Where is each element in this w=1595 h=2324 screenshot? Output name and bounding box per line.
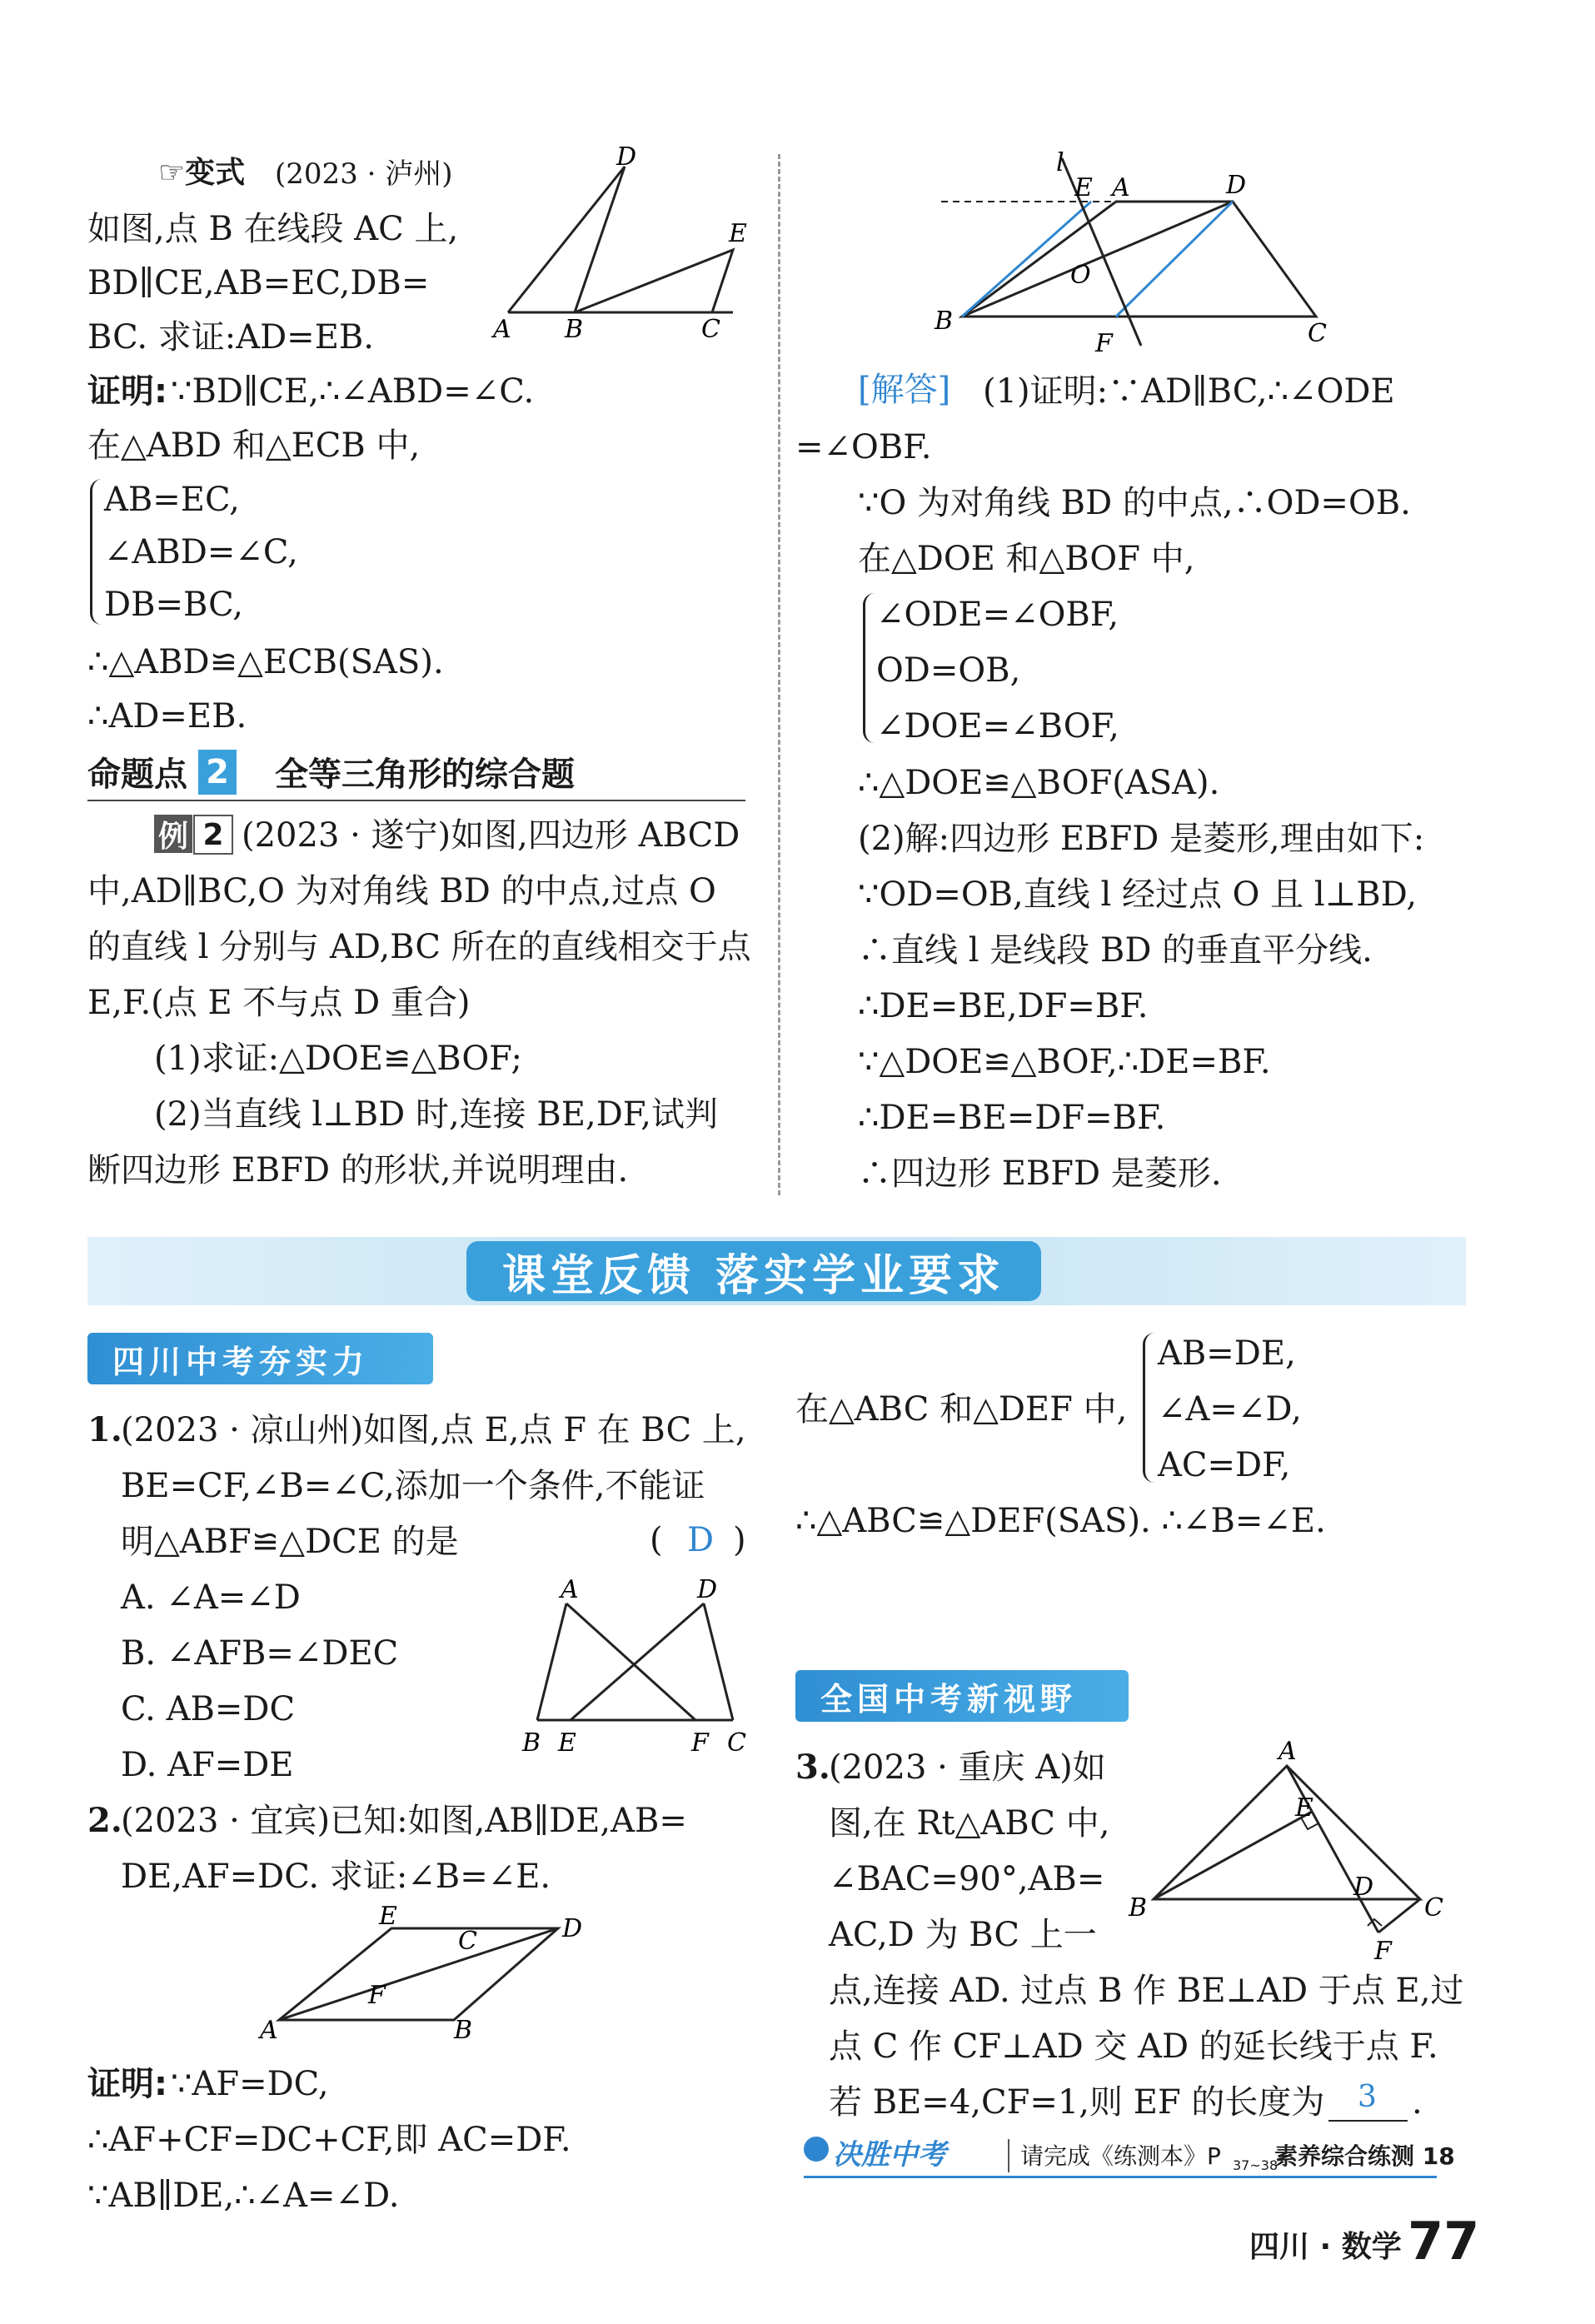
variant-line-1: 如图,点 B 在线段 AC 上, bbox=[87, 210, 459, 248]
fig2-label-E: E bbox=[1074, 173, 1093, 202]
proof-label: 证明: bbox=[87, 372, 167, 411]
answer-line-11: ∴DE=BE=DF=BF. bbox=[858, 1099, 1166, 1137]
answer-system-brace bbox=[863, 593, 875, 743]
footer-region: 四川 · 数学 bbox=[1249, 2230, 1402, 2264]
fig2-label-l: l bbox=[1056, 148, 1064, 177]
q3-period: . bbox=[1412, 2083, 1423, 2122]
q2-fig-A: A bbox=[260, 2016, 278, 2045]
fig2-label-F: F bbox=[1095, 329, 1113, 358]
example-line-4: E,F.(点 E 不与点 D 重合) bbox=[87, 984, 471, 1022]
example-tag: 例 bbox=[154, 815, 192, 853]
variant-source: (2023 · 泸州) bbox=[275, 157, 453, 191]
example-line-2: 中,AD∥BC,O 为对角线 BD 的中点,过点 O bbox=[87, 872, 716, 910]
q2-fig-F: F bbox=[368, 1981, 386, 2010]
column-divider bbox=[778, 154, 780, 1195]
answer-line-6: (2)解:四边形 EBFD 是菱形,理由如下: bbox=[858, 820, 1425, 858]
fig2-label-O: O bbox=[1070, 261, 1091, 290]
q3-line-2: 图,在 Rt△ABC 中, bbox=[829, 1804, 1110, 1843]
fig2-label-C: C bbox=[1308, 319, 1327, 348]
q1-fig-A: A bbox=[561, 1575, 579, 1604]
footer-brand: 决胜中考 bbox=[833, 2138, 946, 2172]
system-brace bbox=[90, 479, 102, 625]
q1-fig-D: D bbox=[697, 1575, 718, 1604]
fig2-label-A: A bbox=[1112, 173, 1130, 202]
footer-task: 请完成《练测本》P bbox=[1020, 2142, 1221, 2170]
variant-line-3: BC. 求证:AD=EB. bbox=[87, 318, 375, 357]
example-part-2: (2)当直线 l⊥BD 时,连接 BE,DF,试判 bbox=[154, 1095, 719, 1134]
q3-line-4: AC,D 为 BC 上一 bbox=[829, 1916, 1097, 1954]
answer-line-12: ∴四边形 EBFD 是菱形. bbox=[858, 1155, 1222, 1193]
q1-fig-C: C bbox=[727, 1728, 746, 1758]
example-line-1: (2023 · 遂宁)如图,四边形 ABCD bbox=[242, 816, 740, 855]
fig-label-E: E bbox=[729, 219, 747, 248]
q2-fig-D: D bbox=[562, 1914, 583, 1943]
q2-fig-B: B bbox=[454, 2016, 473, 2045]
answer-line-7: ∵OD=OB,直线 l 经过点 O 且 l⊥BD, bbox=[858, 875, 1418, 914]
runner-icon bbox=[804, 2137, 829, 2162]
q1-fig-F: F bbox=[691, 1728, 709, 1758]
q2-proof-label: 证明: bbox=[87, 2065, 167, 2103]
topic-title: 全等三角形的综合题 bbox=[275, 756, 575, 794]
answer-system-3: ∠DOE=∠BOF, bbox=[876, 707, 1119, 746]
system-line-2: ∠ABD=∠C, bbox=[104, 533, 298, 571]
q2-cont-brace bbox=[1143, 1333, 1155, 1483]
variant-figure bbox=[491, 142, 758, 344]
q2-cont-prefix: 在△ABC 和△DEF 中, bbox=[795, 1390, 1128, 1429]
q3-fig-F: F bbox=[1374, 1937, 1392, 1966]
q1-option-c: C. AB=DC bbox=[121, 1690, 296, 1728]
fig2-label-B: B bbox=[935, 307, 954, 336]
answer-line-8: ∴直线 l 是线段 BD 的垂直平分线. bbox=[858, 931, 1373, 970]
section-tag-sichuan: 四川中考夯实力 bbox=[87, 1333, 433, 1384]
system-line-1: AB=EC, bbox=[104, 481, 240, 519]
answer-line-1: (1)证明:∵AD∥BC,∴∠ODE bbox=[983, 372, 1395, 411]
proof-line-4: ∴AD=EB. bbox=[87, 697, 247, 736]
fig-label-D: D bbox=[616, 142, 637, 172]
proof-line-2: 在△ABD 和△ECB 中, bbox=[87, 426, 421, 465]
q2-cont-system-1: AB=DE, bbox=[1158, 1334, 1296, 1373]
q1-paren-close: ) bbox=[733, 1521, 746, 1559]
variant-line-2: BD∥CE,AB=EC,DB= bbox=[87, 264, 430, 302]
q2-line-1: (2023 · 宜宾)已知:如图,AB∥DE,AB= bbox=[121, 1802, 687, 1840]
q3-line-3: ∠BAC=90°,AB= bbox=[829, 1860, 1105, 1898]
fig-label-C: C bbox=[701, 315, 720, 344]
topic-label: 命题点 bbox=[87, 756, 187, 794]
q2-proof-3: ∵AB∥DE,∴∠A=∠D. bbox=[87, 2177, 400, 2215]
q3-number: 3. bbox=[795, 1748, 830, 1787]
q1-figure bbox=[512, 1574, 762, 1766]
q2-proof-2: ∴AF+CF=DC+CF,即 AC=DF. bbox=[87, 2121, 571, 2159]
q2-fig-C: C bbox=[458, 1927, 477, 1956]
answer-system-2: OD=OB, bbox=[876, 651, 1021, 690]
variant-title: ☞变式 bbox=[158, 156, 246, 190]
q3-line-1: (2023 · 重庆 A)如 bbox=[829, 1748, 1106, 1787]
q3-line-7: 若 BE=4,CF=1,则 EF 的长度为 bbox=[829, 2083, 1325, 2122]
answer-system-1: ∠ODE=∠OBF, bbox=[876, 596, 1119, 634]
q1-fig-E: E bbox=[558, 1728, 576, 1758]
q2-line-2: DE,AF=DC. 求证:∠B=∠E. bbox=[121, 1858, 551, 1896]
q2-cont-system-2: ∠A=∠D, bbox=[1158, 1390, 1302, 1429]
q1-option-b: B. ∠AFB=∠DEC bbox=[121, 1634, 399, 1673]
fig2-label-D: D bbox=[1226, 171, 1247, 200]
answer-line-9: ∴DE=BE,DF=BF. bbox=[858, 987, 1149, 1025]
example-number: 2 bbox=[193, 815, 233, 855]
banner-title: 课堂反馈 落实学业要求 bbox=[466, 1241, 1041, 1301]
q3-line-5: 点,连接 AD. 过点 B 作 BE⊥AD 于点 E,过 bbox=[829, 1972, 1464, 2010]
q1-fig-B: B bbox=[522, 1728, 541, 1758]
example-figure bbox=[925, 142, 1341, 358]
section-tag-national: 全国中考新视野 bbox=[795, 1670, 1129, 1722]
q1-paren-open: ( bbox=[650, 1521, 663, 1559]
q3-fig-C: C bbox=[1424, 1893, 1443, 1923]
system-line-3: DB=BC, bbox=[104, 586, 244, 624]
answer-line-3: ∵O 为对角线 BD 的中点,∴OD=OB. bbox=[858, 484, 1411, 522]
q3-figure bbox=[1124, 1737, 1443, 1966]
q3-fig-E: E bbox=[1295, 1793, 1313, 1823]
q3-answer-blank bbox=[1328, 2120, 1408, 2122]
q2-cont-system-3: AC=DF, bbox=[1158, 1446, 1291, 1484]
q1-number: 1. bbox=[87, 1410, 122, 1449]
q3-line-6: 点 C 作 CF⊥AD 交 AD 的延长线于点 F. bbox=[829, 2027, 1438, 2066]
q3-answer: 3 bbox=[1358, 2080, 1377, 2114]
page-number: 77 bbox=[1408, 2211, 1480, 2272]
fig-label-B: B bbox=[565, 315, 584, 344]
q3-fig-D: D bbox=[1353, 1873, 1374, 1902]
answer-line-10: ∵△DOE≌△BOF,∴DE=BF. bbox=[858, 1043, 1271, 1081]
q2-proof-1: ∵AF=DC, bbox=[171, 2065, 329, 2103]
q3-fig-B: B bbox=[1129, 1893, 1148, 1923]
q2-fig-E: E bbox=[379, 1902, 397, 1931]
example-part-1: (1)求证:△DOE≌△BOF; bbox=[154, 1040, 522, 1078]
q1-line-2: BE=CF,∠B=∠C,添加一个条件,不能证 bbox=[121, 1467, 705, 1505]
q2-number: 2. bbox=[87, 1801, 122, 1840]
answer-line-5: ∴△DOE≌△BOF(ASA). bbox=[858, 764, 1220, 802]
example-line-7: 断四边形 EBFD 的形状,并说明理由. bbox=[87, 1151, 629, 1189]
footer-rule bbox=[804, 2176, 1437, 2178]
q1-option-d: D. AF=DE bbox=[121, 1746, 294, 1784]
footer-task-pages: 37~38 bbox=[1233, 2157, 1278, 2173]
topic-underline bbox=[87, 800, 745, 801]
proof-line-3: ∴△ABD≌△ECB(SAS). bbox=[87, 643, 444, 681]
q2-cont-conclusion: ∴△ABC≌△DEF(SAS). ∴∠B=∠E. bbox=[795, 1502, 1326, 1540]
q2-figure bbox=[250, 1903, 600, 2053]
footer-separator bbox=[1008, 2139, 1009, 2172]
fig-label-A: A bbox=[493, 315, 511, 344]
q1-answer: D bbox=[687, 1521, 715, 1559]
topic-number: 2 bbox=[198, 750, 237, 795]
answer-line-4: 在△DOE 和△BOF 中, bbox=[858, 540, 1195, 578]
answer-line-2: =∠OBF. bbox=[795, 428, 932, 466]
q3-fig-A: A bbox=[1278, 1737, 1297, 1766]
q1-option-a: A. ∠A=∠D bbox=[121, 1578, 301, 1617]
q1-line-3: 明△ABF≌△DCE 的是 bbox=[121, 1523, 459, 1561]
q1-line-1: (2023 · 凉山州)如图,点 E,点 F 在 BC 上, bbox=[121, 1411, 746, 1449]
proof-line-1: ∵BD∥CE,∴∠ABD=∠C. bbox=[171, 372, 535, 411]
answer-tag: [解答] bbox=[858, 371, 951, 409]
footer-task-tail: 素养综合练测 18 bbox=[1274, 2142, 1455, 2170]
example-line-3: 的直线 l 分别与 AD,BC 所在的直线相交于点 bbox=[87, 928, 751, 966]
